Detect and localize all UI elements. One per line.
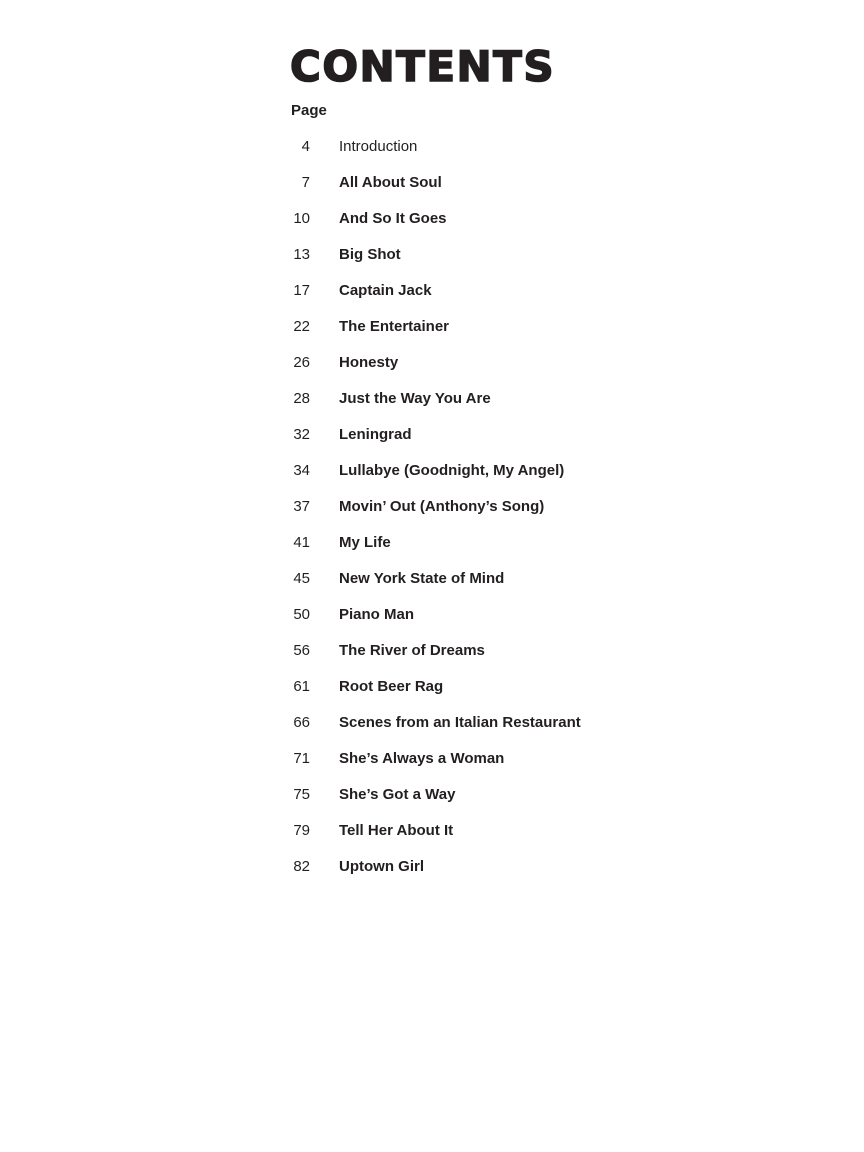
toc-entry-title: Root Beer Rag <box>339 678 444 695</box>
toc-entry <box>270 389 581 425</box>
toc-entry <box>270 425 581 461</box>
toc-page-number: 17 <box>293 282 310 299</box>
toc-entry <box>270 497 581 533</box>
toc-entry-title: Big Shot <box>339 246 401 263</box>
toc-entry <box>270 173 581 209</box>
toc-entry <box>270 713 581 749</box>
toc-entry-title: Piano Man <box>339 606 415 623</box>
toc-page-number: 26 <box>293 354 310 371</box>
toc-page-number: 41 <box>293 534 310 551</box>
toc-entry <box>270 137 581 173</box>
toc-page-number: 10 <box>293 210 310 227</box>
toc-page-number: 13 <box>293 246 310 263</box>
toc-entry-title: The Entertainer <box>339 318 450 335</box>
toc-page-number: 34 <box>293 462 310 479</box>
toc-page-number: 22 <box>293 318 310 335</box>
toc-page-number: 7 <box>301 174 310 191</box>
toc-page-number: 4 <box>301 138 310 155</box>
page-column-label: Page <box>291 102 327 119</box>
toc-entry <box>270 209 581 245</box>
toc-entry <box>270 353 581 389</box>
toc-entry-title: Lullabye (Goodnight, My Angel) <box>339 462 565 479</box>
toc-entry-title: Leningrad <box>339 426 412 443</box>
toc-entry <box>270 317 581 353</box>
toc-entry <box>270 677 581 713</box>
toc-entry-title: Honesty <box>339 354 399 371</box>
toc-page-number: 66 <box>293 714 310 731</box>
toc-entry <box>270 857 581 893</box>
toc-entry <box>270 569 581 605</box>
toc-page-number: 79 <box>293 822 310 839</box>
toc-entry-title: And So It Goes <box>339 210 447 227</box>
toc-entry <box>270 641 581 677</box>
toc-entry-title: Movin’ Out (Anthony’s Song) <box>339 498 545 515</box>
table-of-contents <box>270 137 581 893</box>
toc-entry-title: Captain Jack <box>339 282 432 299</box>
toc-entry-title: New York State of Mind <box>339 570 505 587</box>
toc-entry-title: All About Soul <box>339 174 442 191</box>
toc-page-number: 37 <box>293 498 310 515</box>
toc-entry-title: She’s Always a Woman <box>339 750 505 767</box>
toc-entry-title: Uptown Girl <box>339 858 424 875</box>
toc-page-number: 32 <box>293 426 310 443</box>
toc-page-number: 45 <box>293 570 310 587</box>
toc-entry-title: Scenes from an Italian Restaurant <box>339 714 581 731</box>
toc-entry-title: Tell Her About It <box>339 822 454 839</box>
toc-page-number: 82 <box>293 858 310 875</box>
toc-page-number: 75 <box>293 786 310 803</box>
toc-entry <box>270 533 581 569</box>
toc-entry <box>270 785 581 821</box>
toc-page-number: 71 <box>293 750 310 767</box>
toc-page-number: 56 <box>293 642 310 659</box>
toc-entry-title: Introduction <box>339 138 418 155</box>
toc-page-number: 28 <box>293 390 310 407</box>
toc-entry <box>270 245 581 281</box>
toc-entry <box>270 749 581 785</box>
toc-entry <box>270 281 581 317</box>
toc-entry <box>270 605 581 641</box>
toc-entry-title: She’s Got a Way <box>339 786 456 803</box>
toc-entry-title: The River of Dreams <box>339 642 485 659</box>
toc-entry-title: My Life <box>339 534 391 551</box>
toc-entry <box>270 821 581 857</box>
toc-page-number: 50 <box>293 606 310 623</box>
page-title: CONTENTS <box>290 42 556 91</box>
toc-entry <box>270 461 581 497</box>
toc-entry-title: Just the Way You Are <box>339 390 491 407</box>
toc-page-number: 61 <box>293 678 310 695</box>
